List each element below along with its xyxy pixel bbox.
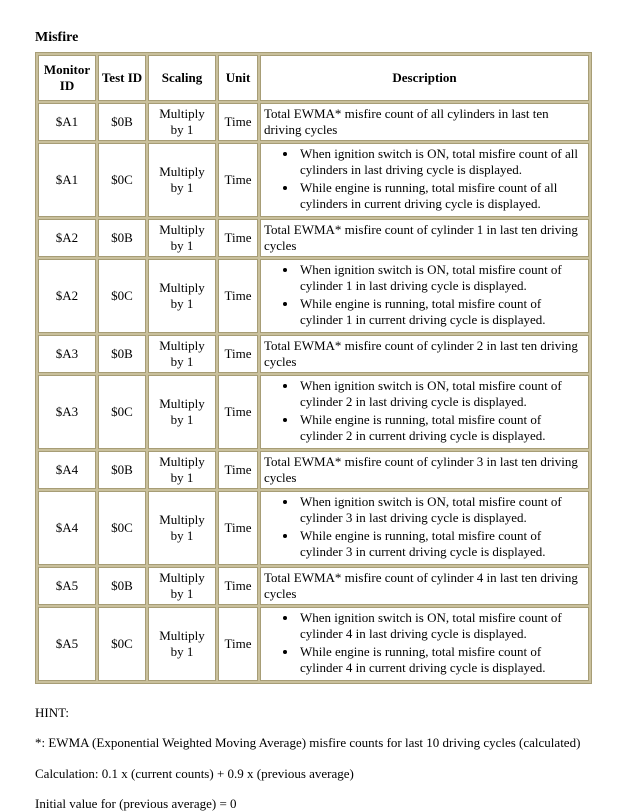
table-row [38, 451, 589, 489]
unit-cell: Time [218, 451, 258, 489]
description-cell: Total EWMA* misfire count of all cylinders in last ten driving cycles [260, 103, 589, 141]
hint-line-initial-value: Initial value for (previous average) = 0 [35, 795, 237, 811]
test-id-cell: $0C [98, 143, 146, 217]
unit-cell: Time [218, 259, 258, 333]
hint-label: HINT: [35, 705, 70, 720]
test-id-cell: $0C [98, 259, 146, 333]
unit-cell: Time [218, 335, 258, 373]
description-cell [260, 259, 589, 333]
scaling-cell: Multiply by 1 [148, 451, 216, 489]
hint-section [35, 706, 590, 811]
table-row [38, 143, 589, 217]
description-bullet-list [264, 146, 585, 212]
scaling-cell: Multiply by 1 [148, 375, 216, 449]
monitor-id-cell: $A4 [38, 491, 96, 565]
description-bullet-item: • When ignition switch is ON, total misfire count of cylinder 1 in last driving cycle is displayed. [298, 262, 585, 294]
test-id-cell: $0C [98, 491, 146, 565]
table-row [38, 103, 589, 141]
unit-cell: Time [218, 567, 258, 605]
description-cell [260, 607, 589, 681]
scaling-cell: Multiply by 1 [148, 103, 216, 141]
description-bullet-list [264, 494, 585, 560]
scaling-cell: Multiply by 1 [148, 219, 216, 257]
description-cell: Total EWMA* misfire count of cylinder 3 in last ten driving cycles [260, 451, 589, 489]
scaling-cell: Multiply by 1 [148, 491, 216, 565]
column-header-unit: Unit [218, 55, 258, 101]
description-bullet-item: • While engine is running, total misfire count of cylinder 1 in current driving cycle is displayed. [298, 296, 585, 328]
test-id-cell: $0B [98, 451, 146, 489]
test-id-cell: $0B [98, 219, 146, 257]
description-bullet-item: • While engine is running, total misfire count of cylinder 4 in current driving cycle is displayed. [298, 644, 585, 676]
test-id-cell: $0B [98, 567, 146, 605]
description-bullet-item: • When ignition switch is ON, total misfire count of cylinder 3 in last driving cycle is displayed. [298, 494, 585, 526]
table-row [38, 375, 589, 449]
scaling-cell: Multiply by 1 [148, 567, 216, 605]
table-row [38, 335, 589, 373]
description-bullet-item: • While engine is running, total misfire count of cylinder 3 in current driving cycle is displayed. [298, 528, 585, 560]
scaling-cell: Multiply by 1 [148, 335, 216, 373]
description-bullet-item: • While engine is running, total misfire count of all cylinders in current driving cycle is displayed. [298, 180, 585, 212]
table-row [38, 259, 589, 333]
test-id-cell: $0B [98, 335, 146, 373]
table-row [38, 607, 589, 681]
description-cell: Total EWMA* misfire count of cylinder 2 in last ten driving cycles [260, 335, 589, 373]
description-cell [260, 143, 589, 217]
page-title: Misfire [35, 30, 79, 45]
description-bullet-item: • When ignition switch is ON, total misfire count of cylinder 2 in last driving cycle is displayed. [298, 378, 585, 410]
unit-cell: Time [218, 375, 258, 449]
monitor-id-cell: $A4 [38, 451, 96, 489]
unit-cell: Time [218, 143, 258, 217]
description-cell: Total EWMA* misfire count of cylinder 1 in last ten driving cycles [260, 219, 589, 257]
monitor-id-cell: $A1 [38, 143, 96, 217]
description-bullet-list [264, 610, 585, 676]
description-bullet-list [264, 378, 585, 444]
table-row [38, 567, 589, 605]
table-body [38, 103, 589, 681]
column-header-monitor-id: Monitor ID [38, 55, 96, 101]
monitor-id-cell: $A1 [38, 103, 96, 141]
description-cell: Total EWMA* misfire count of cylinder 4 in last ten driving cycles [260, 567, 589, 605]
monitor-id-cell: $A3 [38, 335, 96, 373]
table-header-row [38, 55, 589, 101]
test-id-cell: $0C [98, 375, 146, 449]
monitor-id-cell: $A3 [38, 375, 96, 449]
description-bullet-item: • While engine is running, total misfire count of cylinder 2 in current driving cycle is displayed. [298, 412, 585, 444]
monitor-id-cell: $A5 [38, 567, 96, 605]
hint-line-ewma: *: EWMA (Exponential Weighted Moving Average) misfire counts for last 10 driving cycles (calculated) [35, 735, 581, 751]
misfire-spec-table [35, 52, 592, 684]
scaling-cell: Multiply by 1 [148, 259, 216, 333]
scaling-cell: Multiply by 1 [148, 143, 216, 217]
table-row [38, 491, 589, 565]
description-cell [260, 375, 589, 449]
column-header-test-id: Test ID [98, 55, 146, 101]
monitor-id-cell: $A2 [38, 219, 96, 257]
scaling-cell: Multiply by 1 [148, 607, 216, 681]
table-row [38, 219, 589, 257]
unit-cell: Time [218, 103, 258, 141]
unit-cell: Time [218, 219, 258, 257]
description-bullet-item: • When ignition switch is ON, total misfire count of all cylinders in last driving cycle is displayed. [298, 146, 585, 178]
test-id-cell: $0C [98, 607, 146, 681]
column-header-scaling: Scaling [148, 55, 216, 101]
unit-cell: Time [218, 491, 258, 565]
description-bullet-item: • When ignition switch is ON, total misfire count of cylinder 4 in last driving cycle is displayed. [298, 610, 585, 642]
hint-line-calculation: Calculation: 0.1 x (current counts) + 0.9 x (previous average) [35, 765, 354, 781]
test-id-cell: $0B [98, 103, 146, 141]
monitor-id-cell: $A2 [38, 259, 96, 333]
unit-cell: Time [218, 607, 258, 681]
description-bullet-list [264, 262, 585, 328]
description-cell [260, 491, 589, 565]
monitor-id-cell: $A5 [38, 607, 96, 681]
column-header-description: Description [260, 55, 589, 101]
